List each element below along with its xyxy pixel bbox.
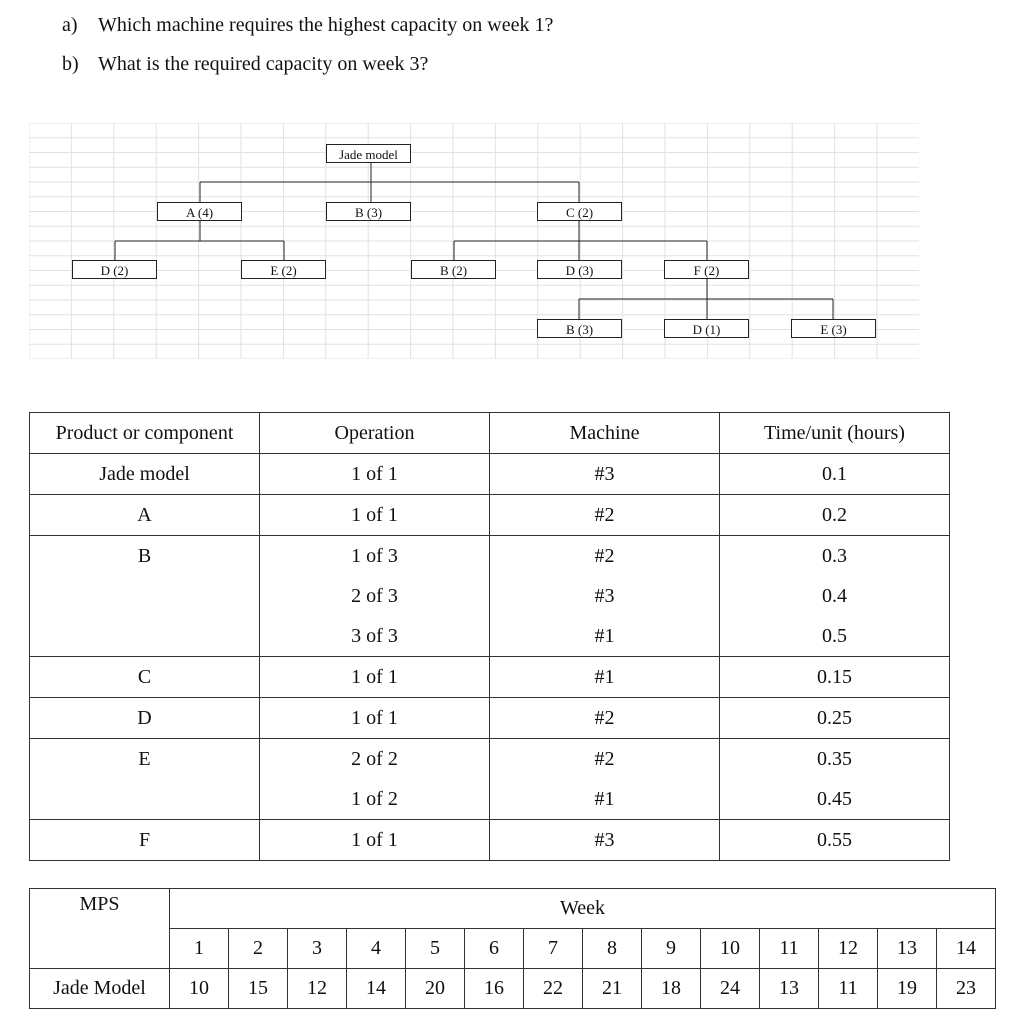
column-header: Machine (490, 413, 720, 454)
week-number: 11 (760, 929, 819, 969)
table-cell: 0.45 (720, 779, 950, 820)
table-cell: 3 of 3 (260, 616, 490, 657)
tree-node-b: B (3) (326, 202, 411, 221)
mps-value: 18 (642, 969, 701, 1009)
tree-node-c-b: B (2) (411, 260, 496, 279)
mps-value: 13 (760, 969, 819, 1009)
table-cell: 0.2 (720, 495, 950, 536)
question-a (62, 6, 553, 45)
week-header: Week (170, 889, 996, 929)
table-cell: #3 (490, 454, 720, 495)
table-cell: 1 of 1 (260, 495, 490, 536)
question-b (62, 45, 553, 84)
operations-header-row (30, 413, 950, 454)
mps-value: 10 (170, 969, 229, 1009)
table-cell (30, 779, 260, 820)
table-cell: 1 of 2 (260, 779, 490, 820)
table-cell: E (30, 739, 260, 780)
week-number: 5 (406, 929, 465, 969)
tree-grid-and-connectors (29, 123, 919, 359)
week-number: 10 (701, 929, 760, 969)
week-number: 8 (583, 929, 642, 969)
table-cell: #1 (490, 616, 720, 657)
table-cell: #2 (490, 495, 720, 536)
mps-value: 23 (937, 969, 996, 1009)
table-row (30, 739, 950, 780)
tree-node-a-d: D (2) (72, 260, 157, 279)
week-number: 7 (524, 929, 583, 969)
tree-node-a-e: E (2) (241, 260, 326, 279)
mps-value: 21 (583, 969, 642, 1009)
tree-node-f-d: D (1) (664, 319, 749, 338)
week-number: 14 (937, 929, 996, 969)
mps-value: 20 (406, 969, 465, 1009)
mps-value: 11 (819, 969, 878, 1009)
table-cell: #1 (490, 657, 720, 698)
week-number: 13 (878, 929, 937, 969)
table-cell: A (30, 495, 260, 536)
table-row (30, 536, 950, 577)
mps-value: 15 (229, 969, 288, 1009)
table-cell: 0.55 (720, 820, 950, 861)
table-cell: 1 of 1 (260, 657, 490, 698)
table-cell (30, 576, 260, 616)
table-row (30, 820, 950, 861)
mps-table (29, 888, 996, 1009)
tree-node-f-b: B (3) (537, 319, 622, 338)
tree-node-jade-model: Jade model (326, 144, 411, 163)
week-number: 3 (288, 929, 347, 969)
table-row (30, 495, 950, 536)
mps-value: 12 (288, 969, 347, 1009)
product-structure-tree (29, 123, 919, 359)
table-cell: #1 (490, 779, 720, 820)
column-header: Time/unit (hours) (720, 413, 950, 454)
question-text: Which machine requires the highest capacity on week 1? (98, 14, 554, 36)
table-cell (30, 616, 260, 657)
table-row (30, 657, 950, 698)
table-cell: 0.5 (720, 616, 950, 657)
question-list (62, 6, 553, 84)
question-marker: a) (62, 14, 78, 36)
column-header: Product or component (30, 413, 260, 454)
mps-value: 19 (878, 969, 937, 1009)
table-cell: 2 of 3 (260, 576, 490, 616)
mps-value: 22 (524, 969, 583, 1009)
mps-value: 24 (701, 969, 760, 1009)
table-cell: 0.25 (720, 698, 950, 739)
tree-node-a: A (4) (157, 202, 242, 221)
table-cell: F (30, 820, 260, 861)
mps-label: MPS (30, 889, 170, 969)
row-label: Jade Model (30, 969, 170, 1009)
table-cell: 0.1 (720, 454, 950, 495)
table-cell: #3 (490, 820, 720, 861)
week-number: 9 (642, 929, 701, 969)
table-cell: #2 (490, 698, 720, 739)
table-cell: 2 of 2 (260, 739, 490, 780)
table-cell: 0.3 (720, 536, 950, 577)
week-number: 6 (465, 929, 524, 969)
table-row (30, 616, 950, 657)
table-cell: Jade model (30, 454, 260, 495)
column-header: Operation (260, 413, 490, 454)
table-cell: #3 (490, 576, 720, 616)
table-cell: 1 of 1 (260, 820, 490, 861)
question-marker: b) (62, 53, 79, 75)
table-row (30, 576, 950, 616)
table-row (30, 454, 950, 495)
table-cell: C (30, 657, 260, 698)
table-cell: B (30, 536, 260, 577)
table-cell: 0.35 (720, 739, 950, 780)
operations-table (29, 412, 950, 861)
mps-value-row (30, 969, 996, 1009)
question-text: What is the required capacity on week 3? (98, 53, 429, 75)
table-cell: 0.4 (720, 576, 950, 616)
tree-node-c-d: D (3) (537, 260, 622, 279)
table-cell: 1 of 3 (260, 536, 490, 577)
week-number: 2 (229, 929, 288, 969)
tree-node-c: C (2) (537, 202, 622, 221)
table-cell: #2 (490, 739, 720, 780)
week-number: 1 (170, 929, 229, 969)
week-number: 4 (347, 929, 406, 969)
mps-header-row (30, 889, 996, 929)
table-cell: 0.15 (720, 657, 950, 698)
table-row (30, 779, 950, 820)
table-row (30, 698, 950, 739)
mps-value: 16 (465, 969, 524, 1009)
week-number: 12 (819, 929, 878, 969)
table-cell: D (30, 698, 260, 739)
week-number-row (30, 929, 996, 969)
table-cell: #2 (490, 536, 720, 577)
mps-value: 14 (347, 969, 406, 1009)
tree-node-c-f: F (2) (664, 260, 749, 279)
table-cell: 1 of 1 (260, 698, 490, 739)
tree-node-f-e: E (3) (791, 319, 876, 338)
table-cell: 1 of 1 (260, 454, 490, 495)
